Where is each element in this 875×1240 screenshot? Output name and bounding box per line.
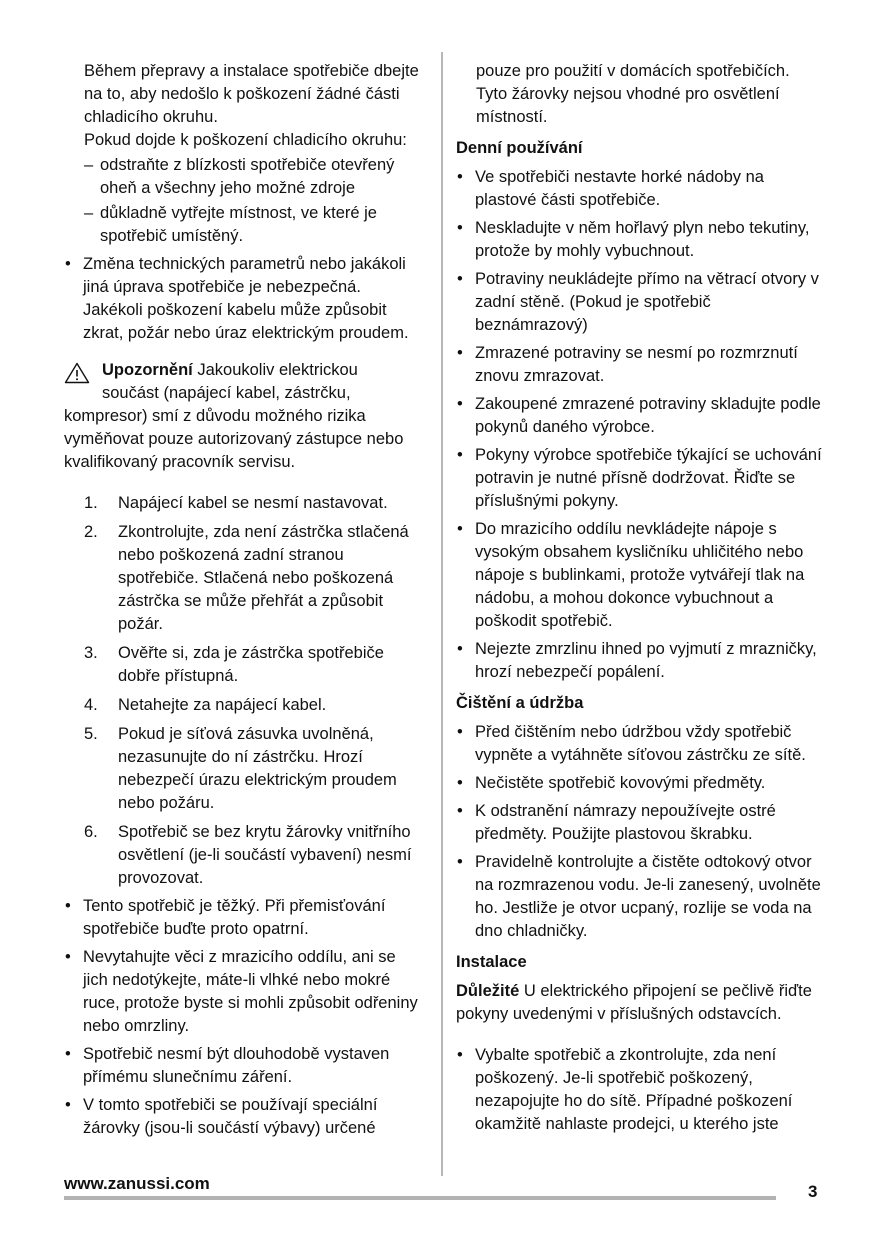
- list-item: • Pokyny výrobce spotřebiče týkající se uchování potravin je nutné přísně dodržovat. Řiďte se příslušnými pokyny.: [457, 446, 822, 510]
- important-note: [456, 980, 824, 1026]
- damage-intro: Pokud dojde k poškození chladicího okruhu:: [84, 131, 407, 149]
- important-text: U elektrického připojení se pečlivě řiďte pokyny uvedenými v příslušných odstavcích.: [456, 982, 812, 1023]
- list-item: • Zmrazené potraviny se nesmí po rozmrznutí znovu zmrazovat.: [457, 344, 798, 385]
- list-item: • Tento spotřebič je těžký. Při přemisťování spotřebiče buďte proto opatrní.: [65, 897, 386, 938]
- numbered-list: [64, 492, 424, 890]
- warning-block: [64, 359, 424, 474]
- footer-website: www.zanussi.com: [64, 1174, 210, 1193]
- list-item: • Ve spotřebiči nestavte horké nádoby na plastové části spotřebiče.: [457, 168, 764, 209]
- column-divider: [441, 52, 443, 1176]
- page-number: 3: [808, 1182, 818, 1201]
- list-item: • Nevytahujte věci z mrazicího oddílu, ani se jich nedotýkejte, máte-li vlhké nebo mokré ruce, protože byste si mohli způsobit odřeniny nebo omrzliny.: [65, 948, 418, 1035]
- dash-item: – odstraňte z blízkosti spotřebiče otevřený oheň a všechny jeho možné zdroje: [84, 156, 395, 197]
- section-heading-daily-use: Denní používání: [456, 139, 583, 157]
- list-item: • Zakoupené zmrazené potraviny skladujte podle pokynů daného výrobce.: [457, 395, 821, 436]
- section-heading-installation: Instalace: [456, 953, 527, 971]
- list-item: • Vybalte spotřebič a zkontrolujte, zda není poškozený. Je-li spotřebič poškozený, nezapojujte ho do sítě. Případné poškození okamžitě nahlaste prodejci, u kterého jste: [457, 1046, 793, 1133]
- list-item: • Změna technických parametrů nebo jakákoli jiná úprava spotřebiče je nebezpečná. Jakékoli poškození kabelu může způsobit zkrat, požár nebo úraz elektrickým proudem.: [65, 255, 409, 342]
- list-item: • V tomto spotřebiči se používají speciální žárovky (jsou-li součástí výbavy) určené: [65, 1096, 378, 1137]
- left-column: [64, 60, 424, 1140]
- numbered-item: 5. Pokud je síťová zásuvka uvolněná, nezasunujte do ní zástrčku. Hrozí nebezpečí úrazu elektrickým proudem nebo požáru.: [84, 725, 397, 812]
- list-item: • Nečistěte spotřebič kovovými předměty.: [457, 774, 766, 792]
- warning-title: Upozornění: [102, 361, 193, 379]
- dash-item: – důkladně vytřejte místnost, ve které je spotřebič umístěný.: [84, 204, 377, 245]
- numbered-item: 3. Ověřte si, zda je zástrčka spotřebiče dobře přístupná.: [84, 644, 384, 685]
- list-item: • Neskladujte v něm hořlavý plyn nebo tekutiny, protože by mohly vybuchnout.: [457, 219, 810, 260]
- list-item: • Před čištěním nebo údržbou vždy spotřebič vypněte a vytáhněte síťovou zástrčku ze sítě.: [457, 723, 806, 764]
- list-item: • Pravidelně kontrolujte a čistěte odtokový otvor na rozmrazenou vodu. Je-li zanesený, uvolněte ho. Jestliže je otvor ucpaný, rozlije se voda na dno chladničky.: [457, 853, 821, 940]
- footer-rule: [64, 1196, 776, 1200]
- important-label: Důležité: [456, 982, 520, 1000]
- list-item: • Do mrazicího oddílu nevkládejte nápoje s vysokým obsahem kysličníku uhličitého nebo nápoje s bublinkami, protože vytvářejí tlak na nádobu, a mohou dokonce vybuchnout a poškodit spotřebič.: [457, 520, 805, 630]
- numbered-item: 4. Netahejte za napájecí kabel.: [84, 696, 327, 714]
- continuation-text: pouze pro použití v domácích spotřebičích. Tyto žárovky nejsou vhodné pro osvětlení místností.: [476, 62, 790, 126]
- list-item: • Nejezte zmrzlinu ihned po vyjmutí z mrazničky, hrozí nebezpečí popálení.: [457, 640, 817, 681]
- section-heading-cleaning: Čištění a údržba: [456, 694, 584, 712]
- warning-text: Jakoukoliv elektrickou součást (napájecí kabel, zástrčku, kompresor) smí z důvodu možného rizika vyměňovat pouze autorizovaný zástupce nebo kvalifikovaný pracovník servisu.: [64, 361, 404, 471]
- list-item: • Potraviny neukládejte přímo na větrací otvory v zadní stěně. (Pokud je spotřebič beznámrazový): [457, 270, 819, 334]
- list-item: • K odstranění námrazy nepoužívejte ostré předměty. Použijte plastovou škrabku.: [457, 802, 776, 843]
- list-item: • Spotřebič nesmí být dlouhodobě vystaven přímému slunečnímu záření.: [65, 1045, 390, 1086]
- right-column: [456, 60, 824, 1136]
- numbered-item: 1. Napájecí kabel se nesmí nastavovat.: [84, 494, 388, 512]
- transport-intro: Během přepravy a instalace spotřebiče dbejte na to, aby nedošlo k poškození žádné části chladicího okruhu.: [84, 62, 419, 126]
- numbered-item: 6. Spotřebič se bez krytu žárovky vnitřního osvětlení (je-li součástí vybavení) nesmí provozovat.: [84, 823, 412, 887]
- warning-triangle-icon: [64, 362, 90, 384]
- numbered-item: 2. Zkontrolujte, zda není zástrčka stlačená nebo poškozená zadní stranou spotřebiče. Stlačená nebo poškozená zástrčka se může přehřát a způsobit požár.: [84, 523, 409, 633]
